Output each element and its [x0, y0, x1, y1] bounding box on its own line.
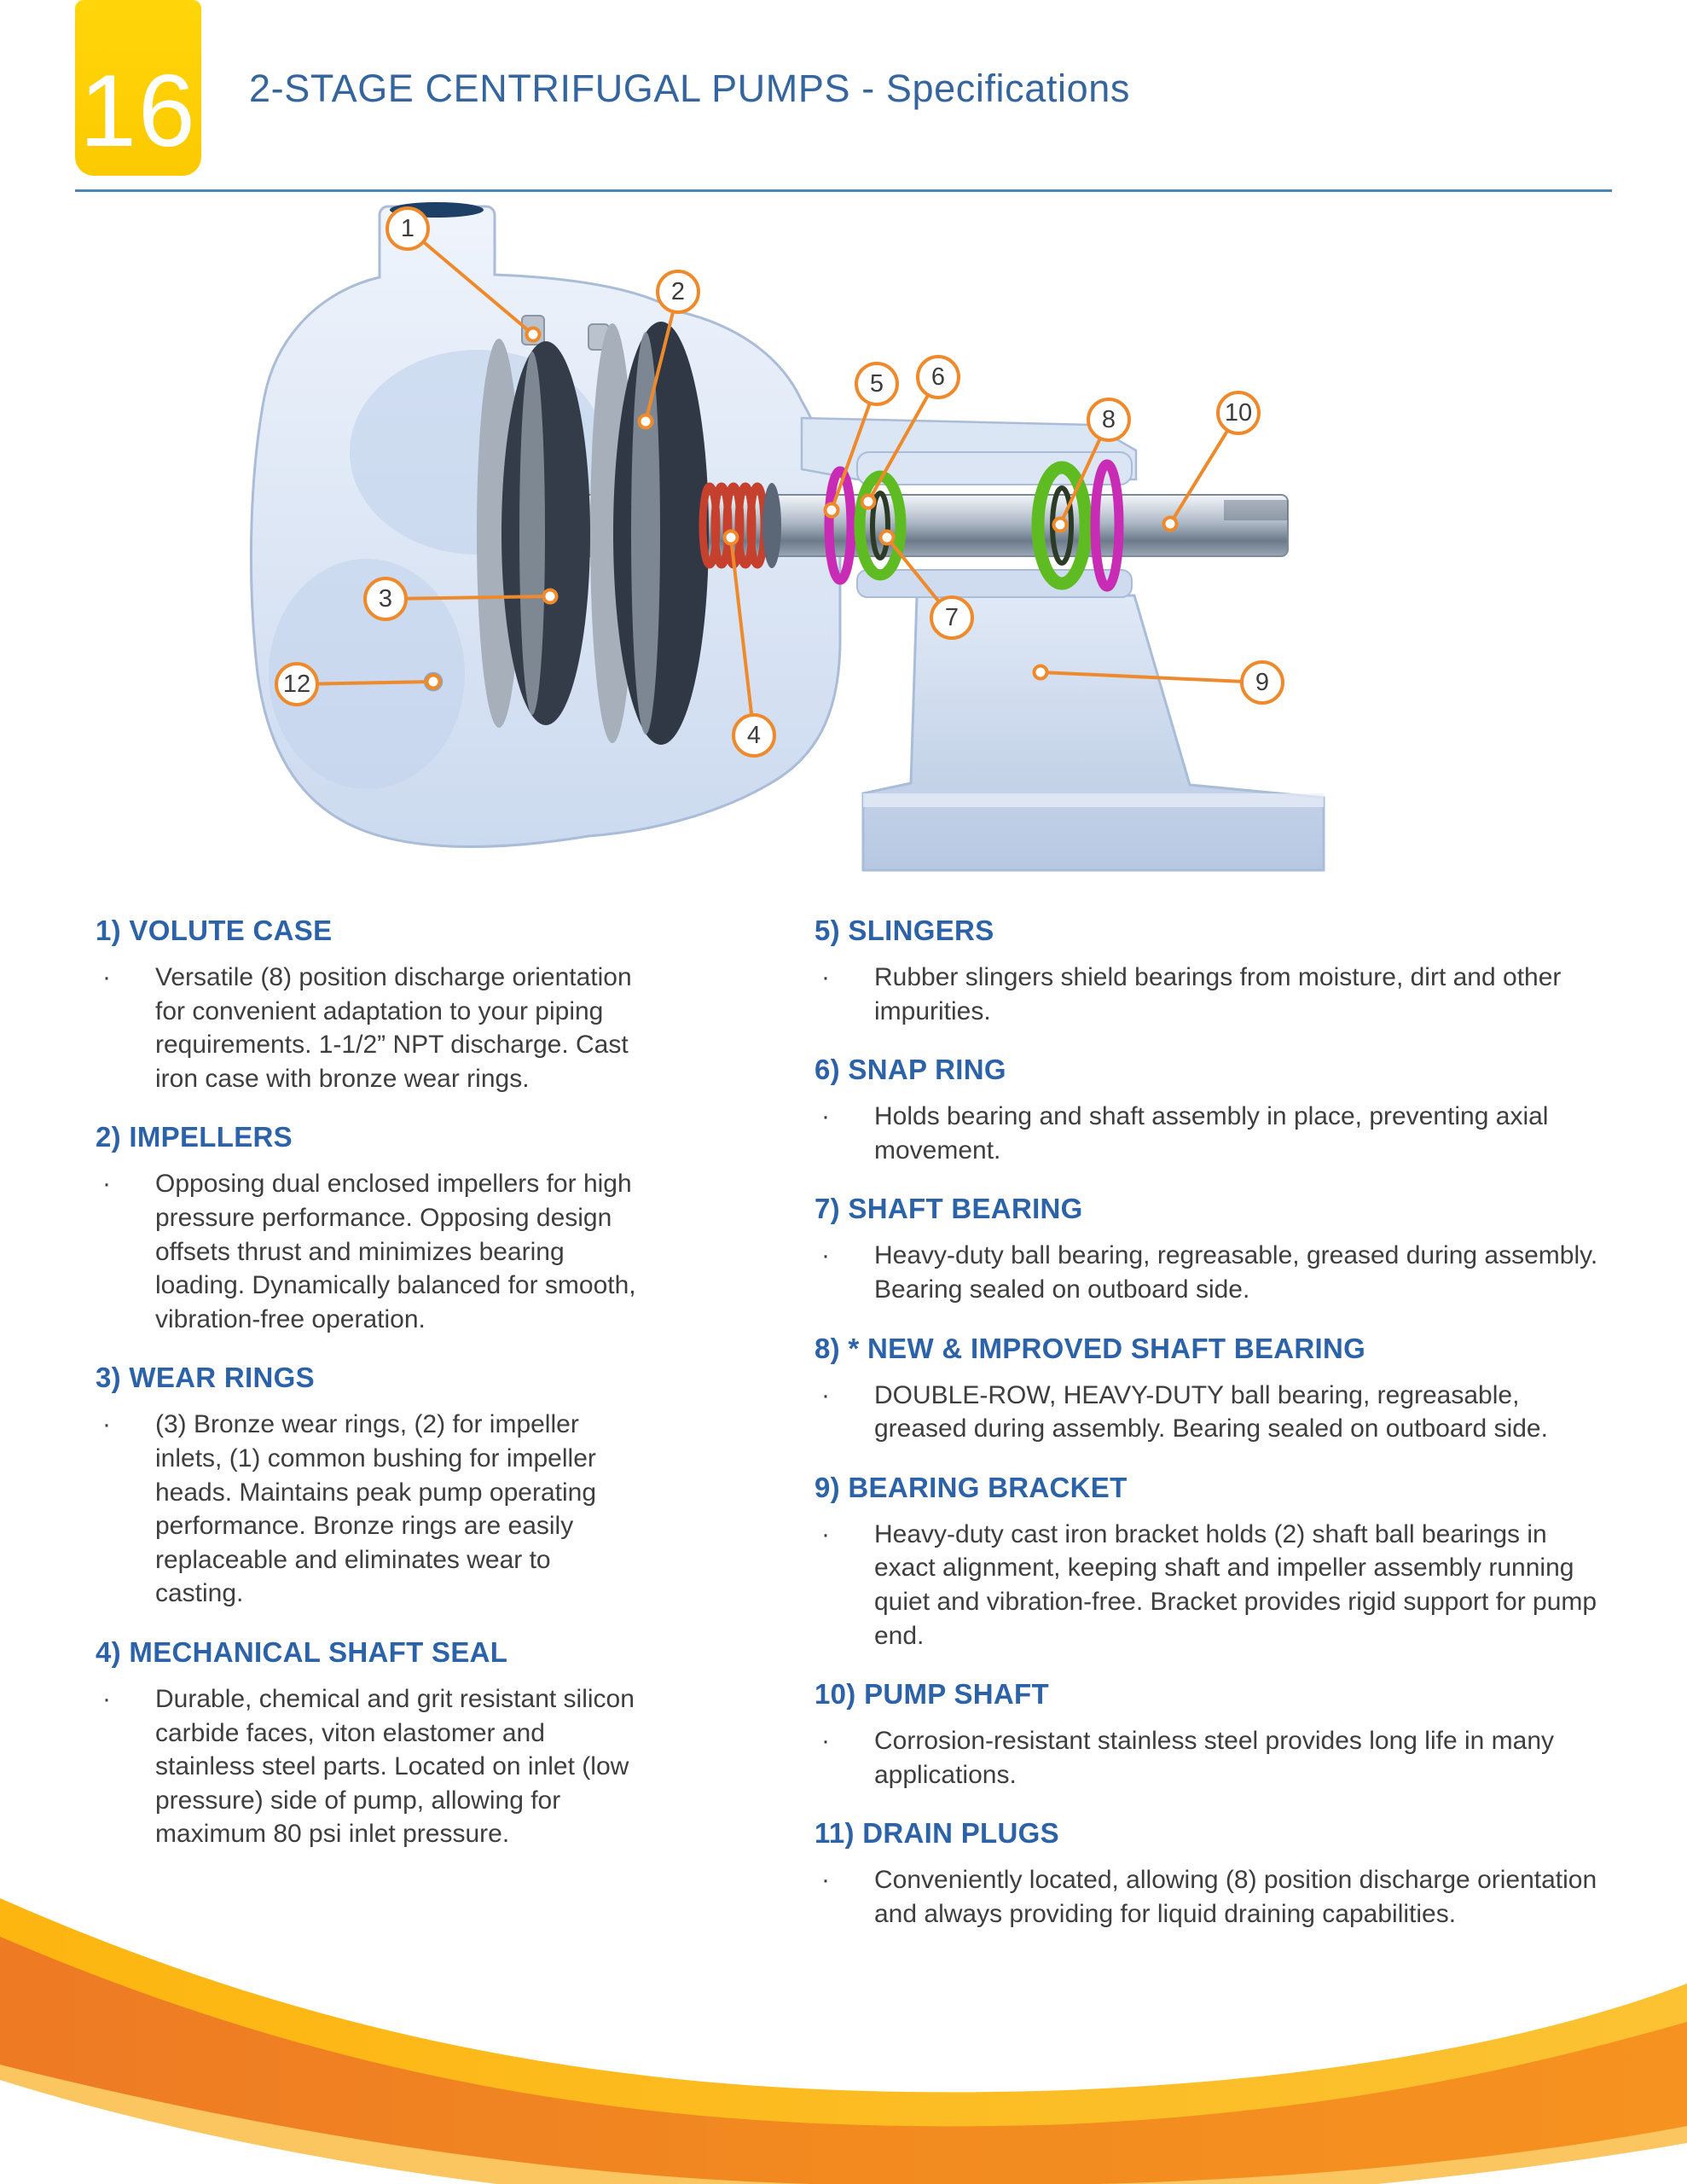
bullet-marker: · [821, 1241, 830, 1270]
bullet-marker: · [102, 963, 111, 991]
page-number-tab [75, 0, 201, 176]
section-heading: 5) SLINGERS [815, 915, 994, 946]
section-heading: 8) * NEW & IMPROVED SHAFT BEARING [815, 1332, 1366, 1364]
spec-column-left [96, 915, 658, 1957]
bullet-marker: · [821, 1102, 830, 1131]
section-heading: 9) BEARING BRACKET [815, 1471, 1128, 1503]
section-heading: 7) SHAFT BEARING [815, 1193, 1083, 1225]
callout-10: 10 [1216, 391, 1261, 435]
section-heading: 4) MECHANICAL SHAFT SEAL [96, 1635, 508, 1668]
callout-2: 2 [656, 270, 700, 314]
section-text: Heavy-duty cast iron bracket holds (2) shaft ball bearings in exact alignment, keeping shaft and impeller assembly running quiet and vibration-free. Bracket provides rigid support for pump end. [874, 1519, 1597, 1650]
section-heading: 2) IMPELLERS [96, 1121, 293, 1153]
bullet-marker: · [102, 1684, 111, 1713]
section-shaft-bearing [815, 1193, 1599, 1306]
bullet-marker: · [102, 1170, 111, 1199]
callout-4: 4 [732, 713, 776, 758]
section-new-improved-shaft-bearing [815, 1333, 1599, 1446]
section-heading: 6) SNAP RING [815, 1054, 1006, 1086]
section-heading: 11) DRAIN PLUGS [815, 1817, 1059, 1850]
bullet-marker: · [821, 1866, 830, 1895]
callout-7: 7 [930, 595, 974, 640]
bullet-marker: · [821, 1727, 830, 1756]
section-slingers [815, 915, 1599, 1028]
section-impellers [96, 1121, 658, 1336]
section-pump-shaft [815, 1678, 1599, 1792]
seal-plate-shape [762, 483, 781, 568]
header-divider [75, 189, 1612, 192]
bullet-marker: · [821, 1380, 830, 1409]
bottom-swoosh-graphic [0, 1809, 1687, 2184]
callout-1: 1 [386, 206, 430, 251]
pump-cutaway-illustration [0, 196, 1687, 896]
spec-columns [96, 915, 1602, 1957]
callout-6: 6 [916, 355, 960, 399]
section-text: Durable, chemical and grit resistant silicon carbide faces, viton elastomer and stainless steel parts. Located on inlet (low pressure) side of pump, allowing for maximum 80 psi inlet pressure. [155, 1684, 635, 1849]
callout-3: 3 [363, 577, 408, 621]
section-heading: 10) PUMP SHAFT [815, 1678, 1049, 1711]
callout-12: 12 [275, 662, 319, 706]
spec-column-right [815, 915, 1599, 1957]
callout-8: 8 [1087, 398, 1131, 442]
section-text: Corrosion-resistant stainless steel provides long life in many applications. [874, 1727, 1555, 1789]
section-volute-case [96, 915, 658, 1095]
section-text: Versatile (8) position discharge orientation for convenient adaptation to your piping requirements. 1-1/2” NPT discharge. Cast iron case with bronze wear rings. [155, 963, 632, 1093]
section-bearing-bracket [815, 1472, 1599, 1653]
section-text: Holds bearing and shaft assembly in place, preventing axial movement. [874, 1102, 1549, 1165]
section-text: (3) Bronze wear rings, (2) for impeller inlets, (1) common bushing for impeller heads. Maintains peak pump operating performance. Bronze rings are easily replaceable and eliminates wear to casting. [155, 1410, 597, 1608]
section-text: Rubber slingers shield bearings from moisture, dirt and other impurities. [874, 963, 1562, 1025]
section-wear-rings [96, 1362, 658, 1611]
bullet-marker: · [821, 963, 830, 991]
section-text: Opposing dual enclosed impellers for high pressure performance. Opposing design offsets thrust and minimizes bearing loading. Dynamically balanced for smooth, vibration-free operation. [155, 1170, 636, 1333]
section-text: Conveniently located, allowing (8) position discharge orientation and always providing for liquid draining capabilities. [874, 1866, 1597, 1928]
page-number: 16 [79, 54, 197, 168]
bullet-marker: · [821, 1519, 830, 1548]
section-snap-ring [815, 1054, 1599, 1167]
callout-9: 9 [1240, 660, 1284, 705]
section-heading: 3) WEAR RINGS [96, 1362, 315, 1394]
bullet-marker: · [102, 1410, 111, 1439]
section-text: Heavy-duty ball bearing, regreasable, greased during assembly. Bearing sealed on outboard side. [874, 1241, 1598, 1304]
callout-5: 5 [855, 362, 899, 406]
section-text: DOUBLE-ROW, HEAVY-DUTY ball bearing, regreasable, greased during assembly. Bearing sealed on outboard side. [874, 1380, 1548, 1443]
page-title: 2-STAGE CENTRIFUGAL PUMPS - Specifications [249, 67, 1130, 110]
section-heading: 1) VOLUTE CASE [96, 915, 333, 946]
